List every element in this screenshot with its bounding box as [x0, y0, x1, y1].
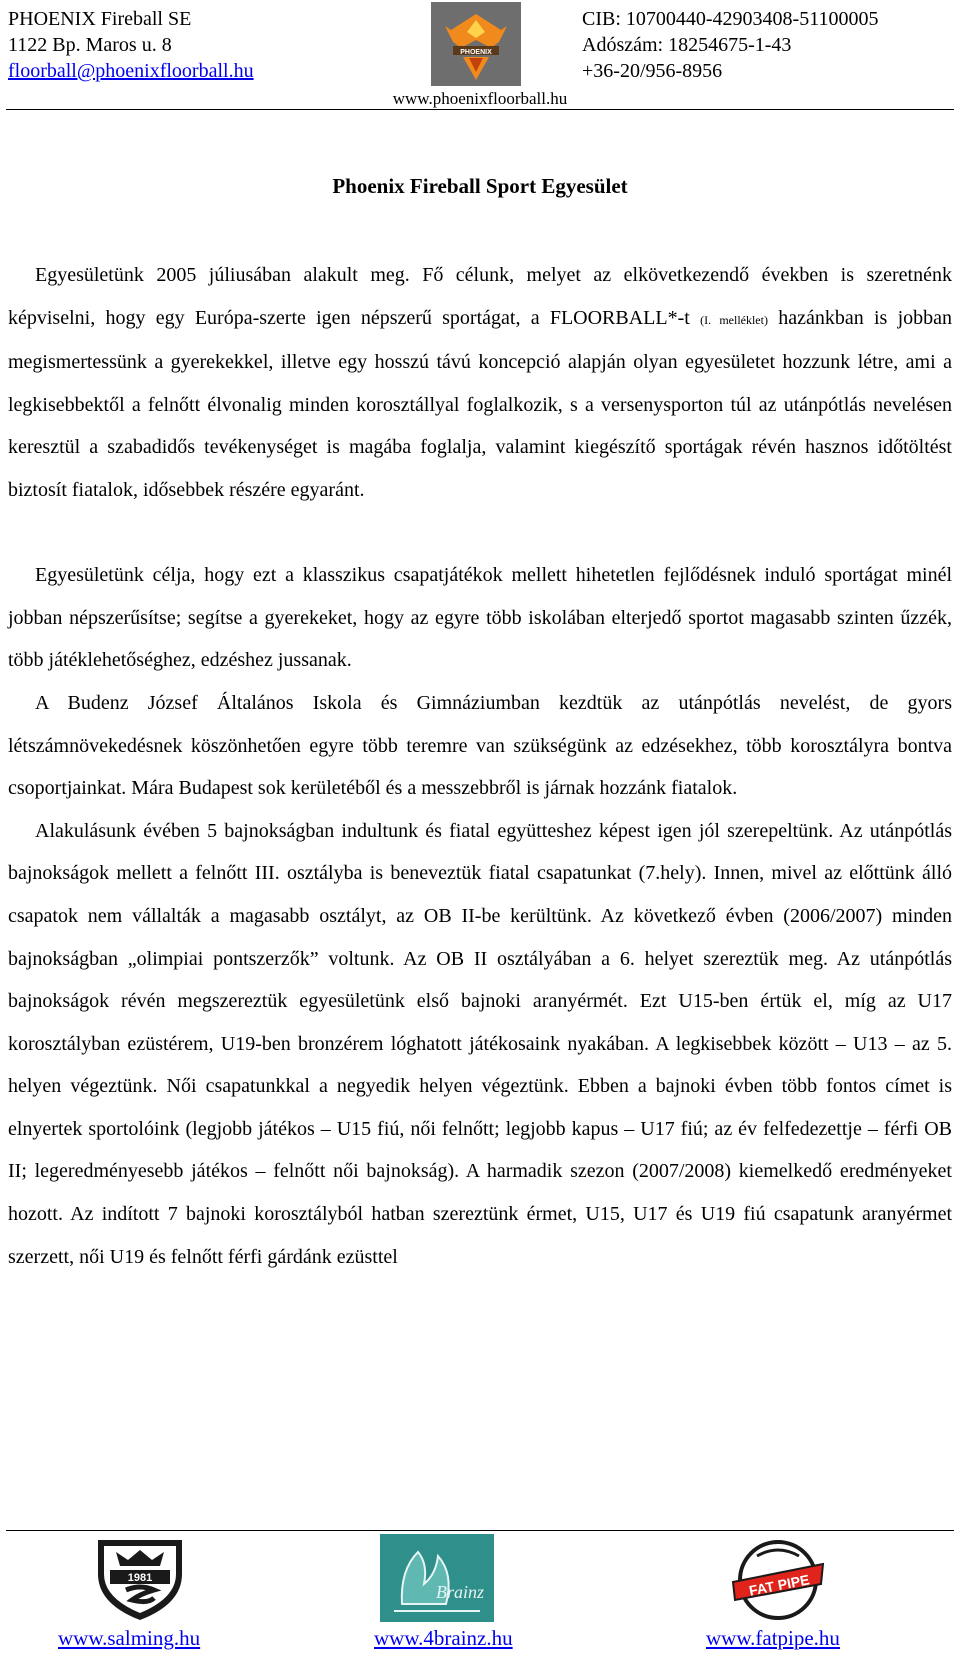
sponsor-link-salming[interactable]: www.salming.hu [58, 1626, 201, 1650]
logo-text: PHOENIX [460, 49, 492, 56]
document-title: Phoenix Fireball Sport Egyesület [332, 174, 628, 198]
annex-note: (I. melléklet) [700, 312, 768, 327]
phone-number: +36-20/956-8956 [582, 60, 723, 82]
org-name: PHOENIX Fireball SE [8, 8, 192, 30]
paragraph-4: Alakulásunk évében 5 bajnokságban indultunk és fiatal együtteshez képest igen jól szerepeltünk. Az utánpótlás bajnokságok mellett a felnőtt III. osztályba is beneveztük fiatal csapatunkat (7.hely). Innen, mivel az előttünk álló csapatok nem vállalták a magasabb osztályt, az OB II-be kerültünk. Az következő évben (2006/2007) minden bajnokságban „olimpiai pontszerzők” voltunk. Az OB II osztályában a 6. helyet szereztük meg. Az utánpótlás bajnokságok révén megszereztük egyesületünk első bajnoki aranyérmét. Ezt U15-ben értük el, míg az U17 korosztályban ezüstérem, U19-ben bronzérem lóghatott játékosaink nyakában. A legkisebbek között – U13 – az 5. helyen végeztünk. Női csapatunkkal a negyedik helyen végeztünk. Ebben a bajnoki évben több fontos címet is elnyertek sportolóink (legjobb játékos – U15 fiú, női felnőtt; legjobb kapus – U17 fiú; az év felfedezettje – férfi OB II; legeredményesebb játékos – felnőtt női bajnokság). A harmadik szezon (2007/2008) kiemelkedő eredményeket hozott. Az indított 7 bajnoki korosztályból hatban szereztünk érmet, U15, U17 és U19 fiú csapatunk aranyérmet szerzett, női U19 és felnőtt férfi gárdánk ezüsttel [8, 819, 952, 1268]
footer-divider [6, 1530, 954, 1531]
paragraph-3: A Budenz József Általános Iskola és Gimnáziumban kezdtük az utánpótlás nevelést, de gyors létszámnövekedésnek köszönhetően egyre több teremre van szükségünk az edzésekhez, több korosztályra bontva csoportjainkat. Mára Budapest sok kerületéből és a messzebbről is járnak hozzánk fiatalok. [8, 691, 952, 800]
paragraph-1 [8, 254, 952, 512]
sponsor-link-fatpipe[interactable]: www.fatpipe.hu [706, 1626, 840, 1650]
paragraph-2: Egyesületünk célja, hogy ezt a klasszikus csapatjátékok mellett hihetetlen fejlődésnek induló sportágat minél jobban népszerűsítse; segítse a gyerekeket, hogy az egyre több iskolában elterjedő sportot magasabb szinten űzzék, több játéklehetőséghez, edzéshez jussanak. [8, 564, 952, 672]
paragraph-1-start: Egyesületünk 2005 júliusában alakult meg. Fő célunk, melyet az elkövetkezendő években is szeretnénk képviselni, hogy egy Európa-szerte igen népszerű sportágat, a FLOORBALL*-t [8, 264, 952, 329]
bank-account: CIB: 10700440-42903408-51100005 [582, 8, 879, 30]
document-body [8, 254, 952, 1278]
letterhead-left [8, 6, 254, 84]
sponsor-link-4brainz[interactable]: www.4brainz.hu [374, 1626, 513, 1650]
header-website: www.phoenixfloorball.hu [392, 89, 568, 108]
salming-logo [92, 1534, 188, 1622]
letterhead-right [582, 6, 878, 84]
phoenix-logo [431, 2, 521, 86]
fatpipe-logo [727, 1534, 829, 1622]
fatpipe-logo-text: FAT PIPE [747, 1571, 811, 1599]
org-email-link[interactable]: floorball@phoenixfloorball.hu [8, 60, 254, 82]
4brainz-logo-text: Brainz [435, 1582, 485, 1602]
4brainz-logo [380, 1534, 494, 1622]
paragraph-1-end: hazánkban is jobban megismertessünk a gyerekekkel, illetve egy hosszú távú koncepció alapján olyan egyesületet hozzunk létre, ami a legkisebbektől a felnőtt élvonalig minden korosztállyal foglalkozik, s a versenysporton túl az utánpótlás nevelésen keresztül a szabadidős tevékenységet is magába foglalja, valamint kiegészítő sportágak révén hasznos időtöltést biztosít fiatalok, idősebbek részére egyaránt. [8, 306, 952, 501]
header-divider [6, 109, 954, 110]
org-address: 1122 Bp. Maros u. 8 [8, 34, 172, 56]
salming-logo-text: 1981 [127, 1572, 153, 1584]
tax-number: Adószám: 18254675-1-43 [582, 34, 792, 56]
